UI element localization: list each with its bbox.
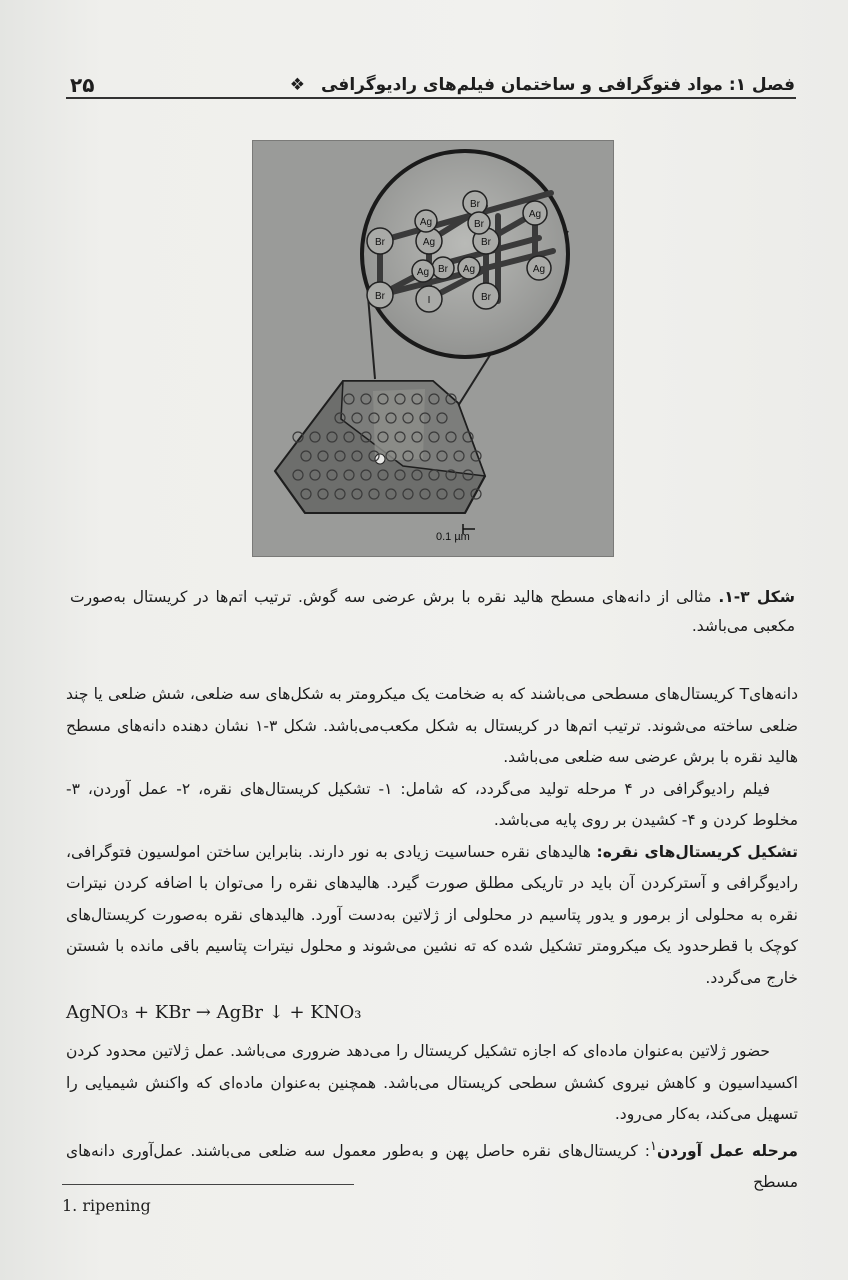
atom-label-9: Ag bbox=[532, 264, 546, 275]
paragraph-5 bbox=[66, 1131, 798, 1199]
caption-text: مثالی از دانه‌های مسطح هالید نقره با برش عرضی سه گوش. ترتیب اتم‌ها در کریستال به‌صورت مکعبی می‌باشد. bbox=[70, 588, 795, 635]
chemical-equation: AgNO₃ + KBr → AgBr ↓ + KNO₃ bbox=[66, 1002, 362, 1023]
paragraph-3-text: هالیدهای نقره حساسیت زیادی به نور دارند. بنابراین ساختن امولسیون فتوگرافی، رادیوگرافی و آسترکردن آن باید در تاریکی مطلق صورت گیرد. هالیدهای نقره را می‌توان با اضافه کردن نیترات نقره به محلولی از برمور و یدور پتاسیم در محلولی از ژلاتین به‌دست آورد. هالیدهای نقره به‌صورت کریستال‌های کوچک با قطرحدود یک میکرومتر تشکیل شده که ته نشین می‌شوند و محلول نیترات پتاسیم باقی مانده با شستن خارج می‌گردد. bbox=[66, 842, 798, 987]
crystal-diagram bbox=[253, 141, 613, 556]
atom-label-12: I bbox=[427, 295, 431, 306]
atom-label-10: Ag bbox=[416, 267, 430, 278]
atom-label-8: Br bbox=[438, 264, 448, 275]
page-number: ۲۵ bbox=[70, 73, 95, 97]
atom-11 bbox=[367, 282, 393, 308]
figure-caption bbox=[70, 583, 795, 641]
atom-9 bbox=[527, 256, 551, 280]
atom-12 bbox=[416, 286, 442, 312]
paragraph-4: حضور ژلاتین به‌عنوان ماده‌ای که اجازه تشکیل کریستال را می‌دهد ضروری می‌باشد. عمل ژلاتین محدود کردن اکسیداسیون و کاهش نیروی کشش سطحی کریستال می‌باشد. همچنین به‌عنوان ماده‌ای که واکنش شیمیایی را تسهیل می‌کند، به‌کار می‌رود. bbox=[66, 1042, 798, 1123]
atom-3 bbox=[415, 210, 437, 232]
atom-label-1: Ag bbox=[422, 237, 436, 248]
atom-label-2: Br bbox=[481, 237, 491, 248]
footnote-ref: ۱ bbox=[650, 1138, 657, 1154]
atom-label-11: Br bbox=[375, 291, 385, 302]
paragraph-2: فیلم رادیوگرافی در ۴ مرحله تولید می‌گردد، که شامل: ۱- تشکیل کریستال‌های نقره، ۲- عمل آوردن، ۳- مخلوط کردن و ۴- کشیدن بر روی پایه می‌باشد. bbox=[66, 779, 798, 829]
atom-13 bbox=[473, 283, 499, 309]
atom-label-7: Ag bbox=[462, 264, 476, 275]
footnote: 1. ripening bbox=[62, 1196, 151, 1215]
paragraph-5-heading: مرحله عمل آوردن bbox=[656, 1141, 798, 1160]
atom-10 bbox=[412, 260, 434, 282]
paragraph-3 bbox=[66, 837, 798, 995]
atom-label-0: Br bbox=[375, 237, 385, 248]
atom-7 bbox=[458, 257, 480, 279]
paragraph-5-text: : کریستال‌های نقره حاصل پهن و به‌طور معمول سه ضلعی می‌باشند. عمل‌آوری دانه‌های مسطح bbox=[66, 1141, 798, 1192]
atom-4 bbox=[463, 191, 487, 215]
scale-bar bbox=[436, 524, 475, 543]
chapter-title: فصل ۱: مواد فتوگرافی و ساختمان فیلم‌های رادیوگرافی bbox=[320, 75, 795, 95]
atom-6 bbox=[468, 212, 490, 234]
crystal-figure bbox=[252, 140, 614, 557]
atom-label-6: Br bbox=[474, 219, 484, 230]
atom-8 bbox=[432, 257, 454, 279]
atom-label-4: Br bbox=[470, 199, 480, 210]
atom-0 bbox=[367, 228, 393, 254]
ornament-icon: ❖ bbox=[289, 75, 305, 95]
atom-label-13: Br bbox=[481, 292, 491, 303]
header-rule bbox=[66, 97, 796, 99]
atom-5 bbox=[523, 201, 547, 225]
atom-label-5: Ag bbox=[528, 209, 542, 220]
body-text bbox=[66, 679, 798, 1199]
atom-label-3: Ag bbox=[419, 217, 433, 228]
caption-label: شکل ۳-۱. bbox=[718, 588, 795, 606]
footnote-rule bbox=[62, 1184, 354, 1185]
scale-label: 0.1 µm bbox=[436, 531, 470, 543]
running-header bbox=[70, 70, 795, 100]
paragraph-3-heading: تشکیل کریستال‌های نقره: bbox=[596, 842, 798, 861]
paragraph-1: دانه‌هایT کریستال‌های مسطحی می‌باشند که به ضخامت یک میکرومتر به شکل‌های سه ضلعی، شش ضلعی یا چند ضلعی ساخته می‌شوند. ترتیب اتم‌ها در کریستال به شکل مکعب‌می‌باشد. شکل ۳-۱ نشان دهنده دانه‌های مسطح هالید نقره با برش عرضی سه ضلعی می‌باشد. bbox=[66, 685, 798, 766]
